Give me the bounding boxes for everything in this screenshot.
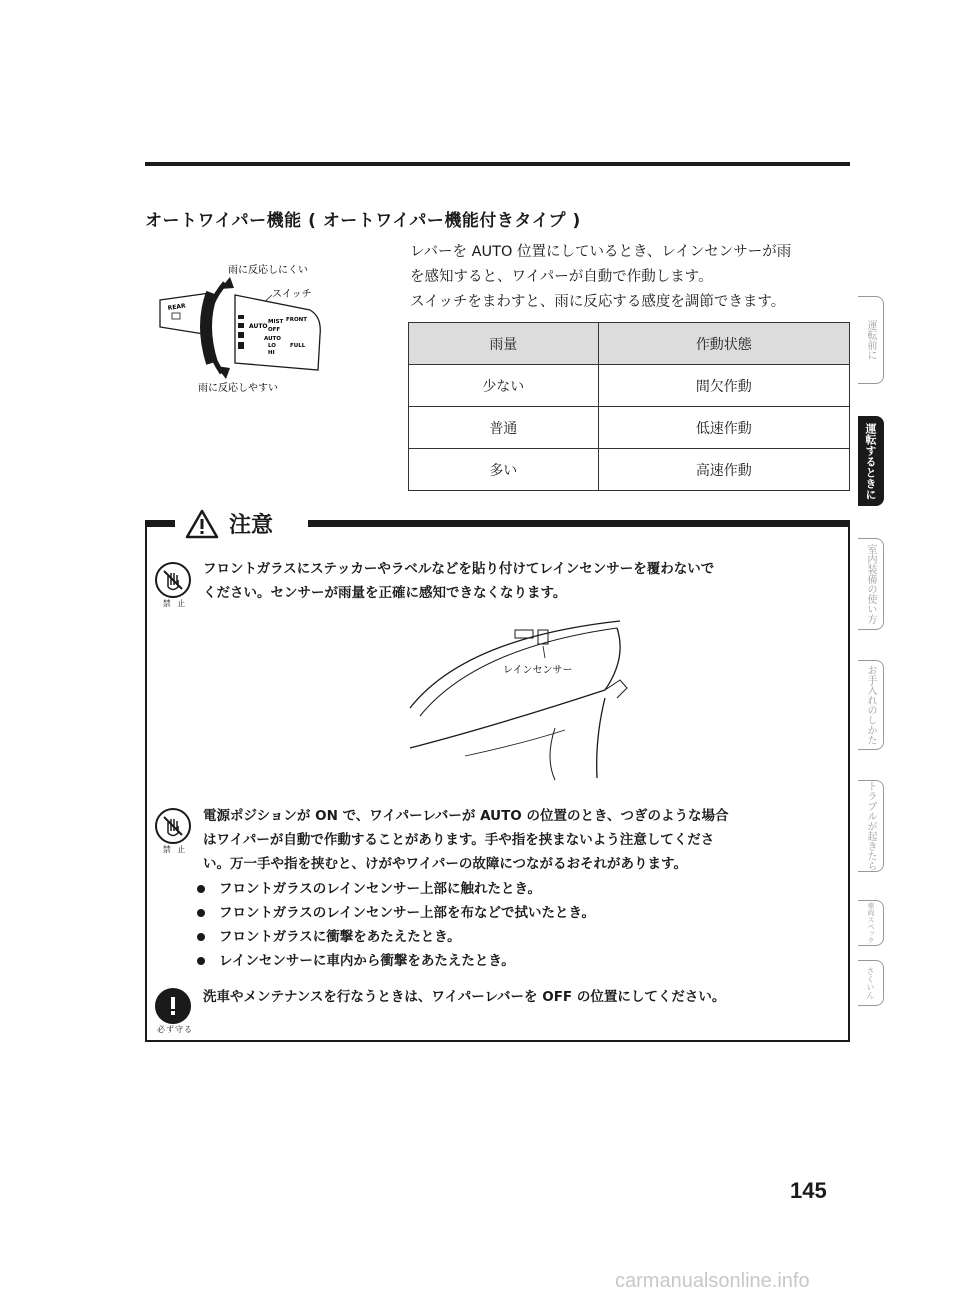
- prohibition-icon-2: [155, 808, 195, 855]
- lever-label-auto: AUTO: [249, 323, 268, 330]
- table-cell: 低速作動: [598, 407, 849, 449]
- top-rule: [145, 162, 850, 166]
- bullet-dot-icon: [197, 957, 205, 965]
- lever-label-full: FULL: [290, 343, 306, 349]
- table-cell: 間欠作動: [598, 365, 849, 407]
- watermark: carmanualsonline.info: [615, 1270, 810, 1292]
- table-row: [409, 449, 850, 491]
- caution-title: 注意: [229, 513, 274, 538]
- bullet-dot-icon: [197, 885, 205, 893]
- caution-line: 電源ポジションが ON で、ワイパーレバーが AUTO の位置のとき、つぎのような場合: [203, 808, 729, 824]
- caution-line: はワイパーが自動で作動することがあります。手や指を挟まないよう注意してくださ: [203, 832, 715, 848]
- lever-label-off: OFF: [268, 327, 281, 333]
- lever-label-lo: LO: [268, 343, 276, 349]
- side-tab-before-driving[interactable]: 運転前に: [858, 296, 884, 384]
- mandatory-icon: [155, 988, 195, 1035]
- lever-label-hi: HI: [268, 350, 275, 356]
- caution-rule-left: [145, 520, 175, 527]
- description: [410, 240, 855, 315]
- table-cell: 普通: [409, 407, 599, 449]
- description-line: レバーを AUTO 位置にしているとき、レインセンサーが雨: [410, 244, 792, 260]
- table-header-row: [409, 323, 850, 365]
- wiper-lever-diagram: [150, 255, 350, 405]
- exclamation-icon: [160, 993, 186, 1019]
- lever-label-rear: REAR: [167, 302, 187, 312]
- lever-label-auto2: AUTO: [264, 336, 281, 342]
- bullet-dot-icon: [197, 933, 205, 941]
- table-header: 雨量: [409, 323, 599, 365]
- side-tab-driving[interactable]: 運転するときに: [858, 416, 884, 506]
- lever-label-mist: MIST: [268, 319, 284, 325]
- rain-amount-table: [408, 322, 850, 491]
- lever-label-front: FRONT: [286, 317, 308, 323]
- caution-line: フロントガラスにステッカーやラベルなどを貼り付けてレインセンサーを覆わないで: [203, 561, 715, 577]
- section-title: オートワイパー機能 ( オートワイパー機能付きタイプ ): [145, 211, 581, 231]
- icon-caption: 必ず守る: [157, 1025, 193, 1034]
- side-tab-specs[interactable]: 車両スペック: [858, 900, 884, 946]
- bullet-item: レインセンサーに車内から衝撃をあたえたとき。: [195, 949, 595, 973]
- label-switch: スイッチ: [272, 289, 312, 300]
- side-tab-index[interactable]: さくいん: [858, 960, 884, 1006]
- icon-caption: 禁 止: [162, 845, 188, 854]
- bullet-item: フロントガラスに衝撃をあたえたとき。: [195, 925, 595, 949]
- table-cell: 多い: [409, 449, 599, 491]
- caution-item-3-text: [203, 985, 725, 1009]
- label-less-sensitive: 雨に反応しにくい: [228, 265, 308, 276]
- bullet-item: フロントガラスのレインセンサー上部に触れたとき。: [195, 877, 595, 901]
- side-tab-interior[interactable]: 室内装備の使い方: [858, 538, 884, 630]
- description-line: を感知すると、ワイパーが自動で作動します。: [410, 269, 713, 285]
- label-more-sensitive: 雨に反応しやすい: [198, 383, 278, 394]
- prohibited-hand-icon: [160, 813, 186, 839]
- bullet-item: フロントガラスのレインセンサー上部を布などで拭いたとき。: [195, 901, 595, 925]
- caution-line: ください。センサーが雨量を正確に感知できなくなります。: [203, 585, 567, 601]
- windshield-illustration: [405, 618, 635, 783]
- caution-line: い。万一手や指を挟むと、けがやワイパーの故障につながるおそれがあります。: [203, 856, 687, 872]
- bullet-dot-icon: [197, 909, 205, 917]
- prohibited-hand-icon: [160, 567, 186, 593]
- caution-header: [185, 508, 273, 539]
- table-row: [409, 407, 850, 449]
- table-cell: 少ない: [409, 365, 599, 407]
- table-row: [409, 365, 850, 407]
- warning-triangle-icon: [185, 509, 219, 539]
- description-line: スイッチをまわすと、雨に反応する感度を調節できます。: [410, 294, 786, 310]
- caution-bullet-list: [195, 877, 595, 973]
- icon-caption: 禁 止: [162, 599, 188, 608]
- side-tab-care[interactable]: お手入れのしかた: [858, 660, 884, 750]
- caution-item-1-text: [203, 557, 714, 605]
- side-tab-trouble[interactable]: トラブルが起きたら: [858, 780, 884, 872]
- caution-line: 洗車やメンテナンスを行なうときは、ワイパーレバーを OFF の位置にしてください。: [203, 989, 726, 1005]
- caution-rule-right: [308, 520, 850, 527]
- table-header: 作動状態: [598, 323, 849, 365]
- page-number: 145: [790, 1178, 827, 1203]
- table-cell: 高速作動: [598, 449, 849, 491]
- rain-sensor-label: レインセンサー: [503, 665, 573, 676]
- caution-item-2-text: [203, 804, 728, 876]
- prohibition-icon-1: [155, 562, 195, 609]
